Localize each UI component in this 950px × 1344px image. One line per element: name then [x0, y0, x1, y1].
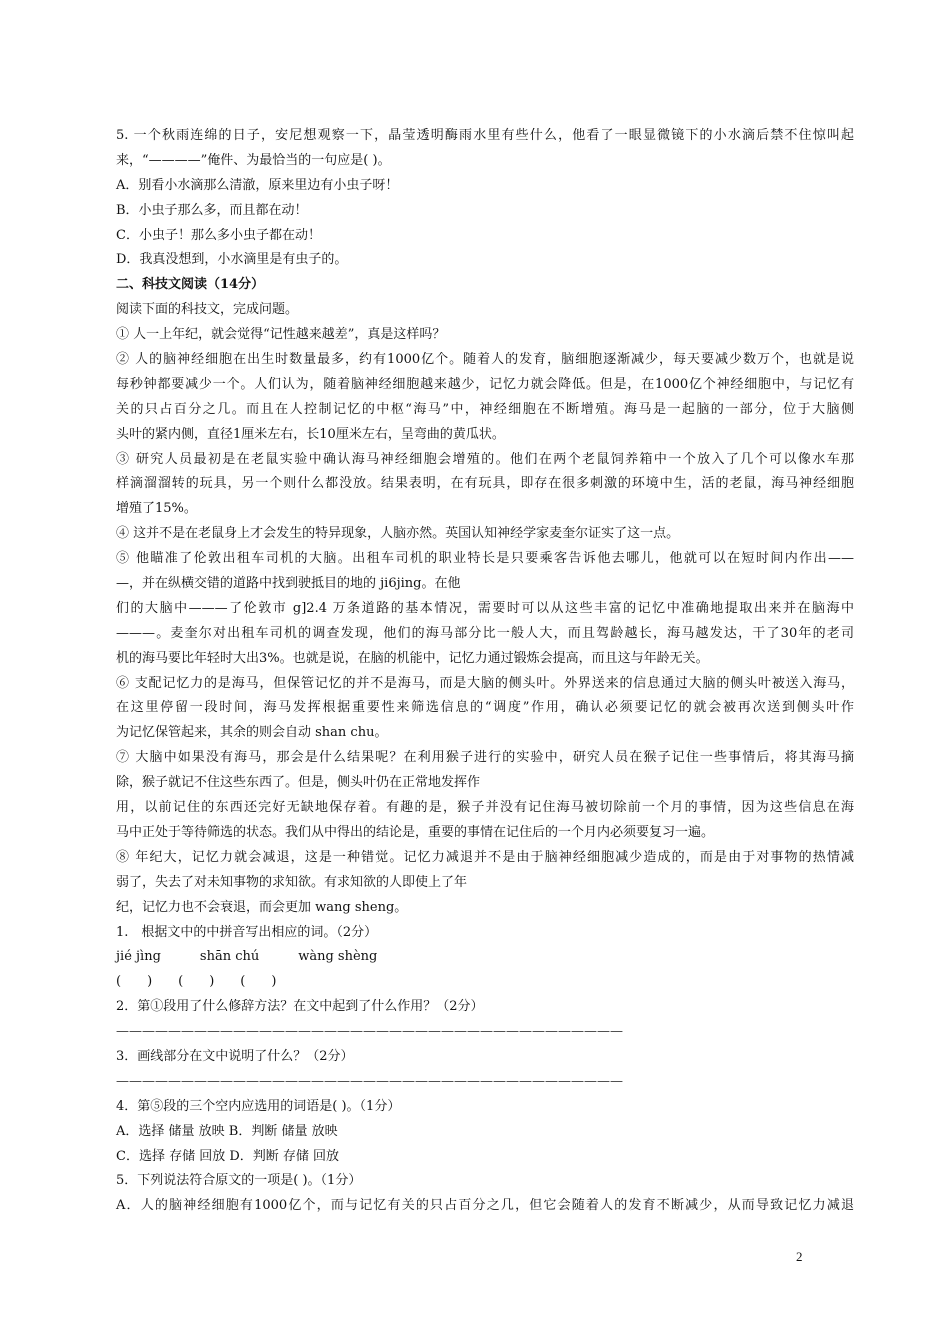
text-line: ( ) ( ) ( )	[116, 974, 277, 990]
text-line: 样滴溜溜转的玩具，另一个则什么都没放。结果表明，在有玩具，即存在很多刺激的环境中生，活的老鼠，海马神经细胞	[116, 476, 854, 492]
text-line: ① 人一上年纪，就会觉得“记性越来越差”，真是这样吗？	[116, 327, 446, 343]
text-line: ⑦ 大脑中如果没有海马，那会是什么结果呢？在利用猴子进行的实验中，研究人员在猴子记住一些事情后，将其海马摘	[116, 750, 854, 766]
text-line: 纪，记忆力也不会衰退，而会更加 wang sheng。	[116, 899, 408, 915]
document-body	[116, 124, 854, 1219]
text-line: ④ 这并不是在老鼠身上才会发生的特异现象，人脑亦然。英国认知神经学家麦奎尔证实了这一点。	[116, 526, 680, 542]
text-line: 1. 根据文中的中拼音写出相应的词。（2分）	[116, 924, 378, 940]
text-line: ⑥ 支配记忆力的是海马，但保管记忆的并不是海马，而是大脑的侧头叶。外界送来的信息通过大脑的侧头叶被送入海马，	[116, 675, 854, 691]
section-heading: 二、科技文阅读（14分）	[116, 277, 265, 293]
text-line: —，并在纵横交错的道路中找到驶抵目的地的 ji6jing。在他	[116, 576, 461, 592]
answer-blank-line: ———————————————————————————————————————	[116, 1024, 623, 1040]
text-line: 弱了，失去了对未知事物的求知欲。有求知欲的人即使上了年	[116, 874, 468, 890]
text-line: 来，“————”俺件、为最恰当的一句应是( )。	[116, 152, 391, 168]
text-line: 除，猴子就记不住这些东西了。但是，侧头叶仍在正常地发挥作	[116, 775, 481, 791]
text-line: ③ 研究人员最初是在老鼠实验中确认海马神经细胞会增殖的。他们在两个老鼠饲养箱中一个放入了几个可以像水车那	[116, 451, 854, 467]
text-line: 们的大脑中———了伦敦市 g]2.4 万条道路的基本情况，需要时可以从这些丰富的记忆中准确地提取出来并在脑海中	[116, 600, 854, 616]
text-line: C．小虫子！那么多小虫子都在动！	[116, 227, 321, 243]
text-line: 4．第⑤段的三个空内应选用的词语是( )。（1分）	[116, 1098, 401, 1114]
text-line: 阅读下面的科技文，完成问题。	[116, 302, 299, 318]
text-line: 在这里停留一段时间，海马发挥根据重要性来筛选信息的“调度”作用，确认必须要记忆的就会被再次送到侧头叶作	[116, 700, 854, 716]
page-number: 2	[796, 1249, 803, 1264]
answer-blank-line: ———————————————————————————————————————	[116, 1073, 623, 1089]
text-line: 为记忆保管起来，其余的则会自动 shan chu。	[116, 725, 388, 741]
text-line: D．我真没想到，小水滴里是有虫子的。	[116, 252, 348, 268]
text-line: 5. 一个秋雨连绵的日子，安尼想观察一下，晶莹透明酶雨水里有些什么，他看了一眼显微镜下的小水滴后禁不住惊叫起	[116, 128, 854, 143]
text-line: ⑧ 年纪大，记忆力就会减退，这是一种错觉。记忆力减退并不是由于脑神经细胞减少造成的，而是由于对事物的热情减	[116, 849, 854, 865]
text-line: jié jìng shān chú wàng shèng	[116, 949, 378, 965]
text-line: 机的海马要比年轻时大出3%。也就是说，在脑的机能中，记忆力通过锻炼会提高，而且这与年龄无关。	[116, 650, 709, 666]
text-line: A．人的脑神经细胞有1000亿个，而与记忆有关的只占百分之几，但它会随着人的发育不断减少，从而导致记忆力减退	[116, 1198, 854, 1214]
text-line: 每秒钟都要减少一个。人们认为，随着脑神经细胞越来越少，记忆力就会降低。但是，在1000亿个神经细胞中，与记忆有	[116, 376, 854, 392]
text-line: 5．下列说法符合原文的一项是( )。（1分）	[116, 1173, 362, 1189]
text-line: ⑤ 他瞄准了伦敦出租车司机的大脑。出租车司机的职业特长是只要乘客告诉他去哪儿，他就可以在短时间内作出——	[116, 551, 854, 567]
text-line: ———。麦奎尔对出租车司机的调查发现，他们的海马部分比一般人大，而且驾龄越长，海马越发达，干了30年的老司	[116, 625, 854, 641]
text-line: 2．第①段用了什么修辞方法？在文中起到了什么作用？（2分）	[116, 999, 484, 1015]
text-line: 3．画线部分在文中说明了什么？（2分）	[116, 1048, 354, 1064]
text-line: 用，以前记住的东西还完好无缺地保存着。有趣的是，猴子并没有记住海马被切除前一个月的事情，因为这些信息在海	[116, 800, 854, 816]
text-line: A．别看小水滴那么清澈，原来里边有小虫子呀！	[116, 177, 399, 193]
text-line: 关的只占百分之几。而且在人控制记忆的中枢“海马”中，神经细胞在不断增殖。海马是一起脑的一部分，位于大脑侧	[116, 401, 854, 417]
text-line: 头叶的紧内侧，直径1厘米左右，长10厘米左右，呈弯曲的黄瓜状。	[116, 426, 505, 442]
text-line: C．选择 存储 回放 D．判断 存储 回放	[116, 1148, 340, 1164]
text-line: 马中正处于等待筛选的状态。我们从中得出的结论是，重要的事情在记住后的一个月内必须要复习一遍。	[116, 824, 715, 840]
text-line: A．选择 储量 放映 B．判断 储量 放映	[116, 1123, 338, 1139]
text-line: ② 人的脑神经细胞在出生时数量最多，约有1000亿个。随着人的发育，脑细胞逐渐减少，每天要减少数万个，也就是说	[116, 352, 854, 368]
text-line: 增殖了15%。	[116, 501, 197, 517]
text-line: B．小虫子那么多，而且都在动！	[116, 202, 308, 218]
